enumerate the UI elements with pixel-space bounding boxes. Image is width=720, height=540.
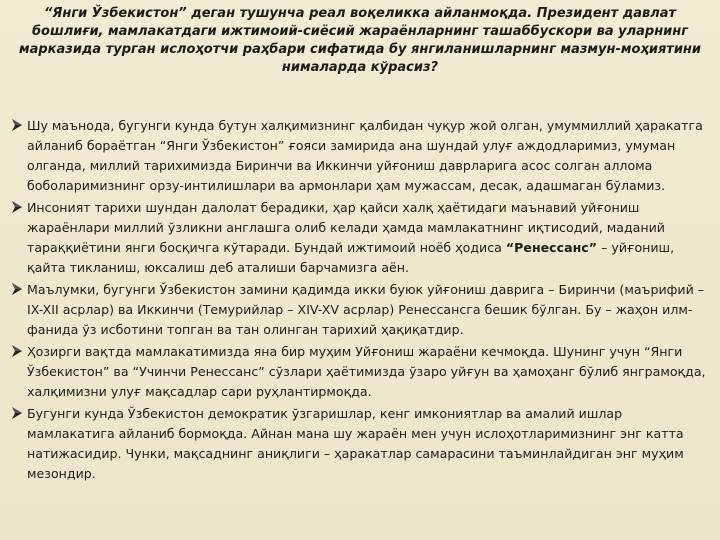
bullet-item [14,116,706,196]
slide-title: “Янги Ўзбекистон” деган тушунча реал воқеликка айланмоқда. Президент давлат бошлиғи, мамлакатдаги ижтимоий-сиёсий жараёнларнинг ташаббускори ва уларнинг марказида турган ислоҳотчи раҳбари сифатида бу янгиланишларнинг мазмун-моҳиятини нималарда кўрасиз? [18,6,702,75]
bullet-item [14,404,706,484]
bullet-text: Маълумки, бугунги Ўзбекистон замини қадимда икки буюк уйғониш даврига – Биринчи (маърифий – IX-XII асрлар) ва Иккинчи (Темурийлар – XIV-XV асрлар) Ренессансга бешик бўлган. Бу – жаҳон илм-фанида ўз исботини топган ва тан олинган тарихий ҳақиқатдир. [27,282,705,337]
bullet-text: Инсоният тарихи шундан далолат берадики, ҳар қайси халқ ҳаётидаги маънавий уйғониш жараёнлари миллий ўзликни англашга олиб келади ҳамда мамлакатнинг иқтисодий, маданий тараққиётини янги босқичга кўтаради. Бундай ижтимоий ноёб ҳодиса [27,200,665,255]
arrow-bullet-icon [10,200,24,214]
bullet-bold-term: “Ренессанс” [505,240,598,255]
bullet-item [14,280,706,340]
bullet-text: Ҳозирги вақтда мамлакатимизда яна бир муҳим Уйғониш жараёни кечмоқда. Шунинг учун “Янги Ўзбекистон” ва “Учинчи Ренессанс” сўзлари ҳаётимизда ўзаро уйғун ва ҳамоҳанг бўлиб янграмоқда, халқимизни улуғ мақсадлар сари руҳлантирмоқда. [27,344,706,399]
bullet-text: Шу маънода, бугунги кунда бутун халқимизнинг қалбидан чуқур жой олган, умуммиллий ҳаракатга айланиб бораётган “Янги Ўзбекистон” ғояси замирида ана шундай улуғ аждодларимиз, умуман олганда, миллий тарихимизда Биринчи ва Иккинчи уйғониш даврларига асос солган аллома боболаримизнинг орзу-интилишлари ва армонлари ҳам мужассам, десак, адашмаган бўламиз. [27,118,703,193]
bullet-item [14,342,706,402]
bullet-text-continued: – уйғониш, қайта тикланиш, юксалиш деб аталиши барчамизга аён. [27,240,675,275]
bullet-item [14,198,706,278]
arrow-bullet-icon [10,282,24,296]
bullet-list [14,116,706,486]
arrow-bullet-icon [10,406,24,420]
arrow-bullet-icon [10,344,24,358]
arrow-bullet-icon [10,118,24,132]
bullet-text: Бугунги кунда Ўзбекистон демократик ўзгаришлар, кенг имкониятлар ва амалий ишлар мамлакатига айланиб бормоқда. Айнан мана шу жараён мен учун ислоҳотларимизнинг энг катта натижасидир. Чунки, мақсаднинг аниқлиги – ҳаракатлар самарасини таъминлайдиган энг муҳим мезондир. [27,406,684,481]
